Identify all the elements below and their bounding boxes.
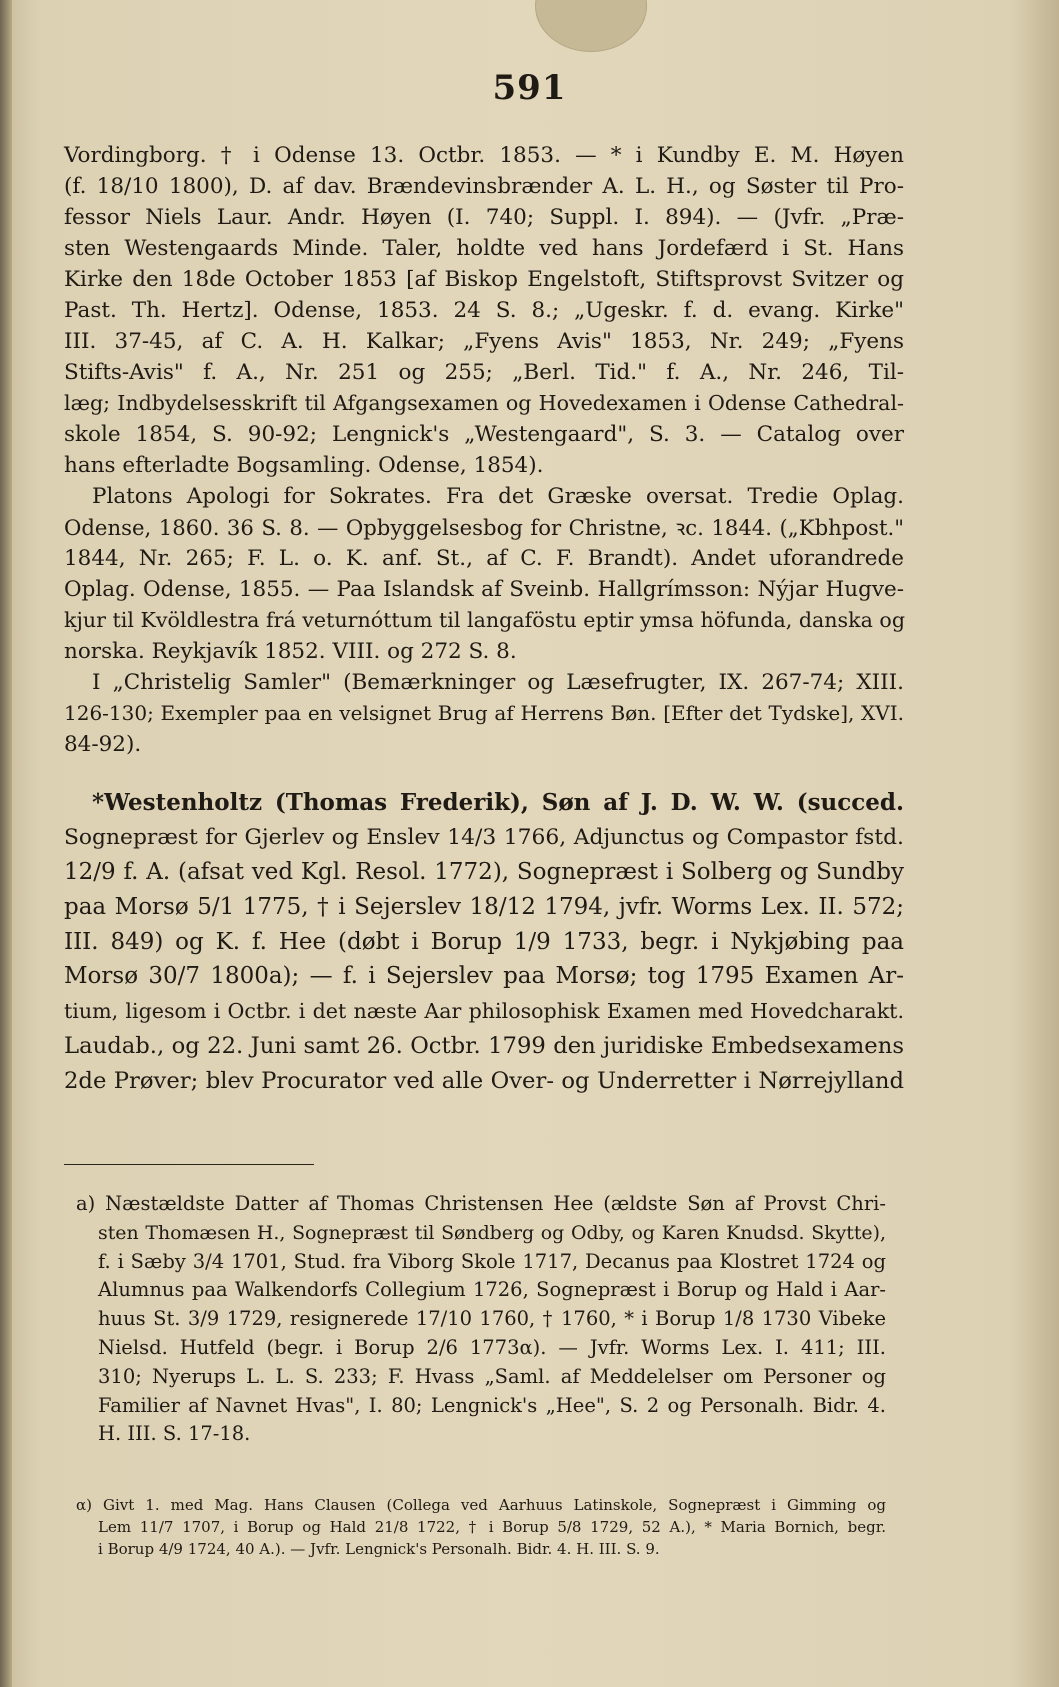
footnote-line: α) Givt 1. med Mag. Hans Clausen (Collega ved Aarhuus Latinskole, Sognepræst i Gimming og [76,1496,886,1514]
footnote-line: H. III. S. 17-18. [98,1422,251,1446]
text-line: 2de Prøver; blev Procurator ved alle Over- og Underretter i Nørrejylland [64,1067,904,1094]
text-line: kjur til Kvöldlestra frá veturnóttum til langaföstu eptir ymsa höfunda, danska og [64,608,906,632]
footnote-alpha [76,1494,886,1560]
text-line: tium, ligesom i Octbr. i det næste Aar philosophisk Examen med Hovedcharakt. [64,999,904,1024]
footnote-line: huus St. 3/9 1729, resignerede 17/10 1760, † 1760, * i Borup 1/8 1730 Vibeke [98,1307,886,1331]
text-line: 84-92). [64,732,142,757]
text-line: sten Westengaards Minde. Taler, holdte ved hans Jordefærd i St. Hans [64,236,904,261]
page-number: 591 [492,68,567,108]
text-line: Sognepræst for Gjerlev og Enslev 14/3 1766, Adjunctus og Compastor fstd. [64,824,904,850]
footnote-line: Familier af Navnet Hvas", I. 80; Lengnick's „Hee", S. 2 og Personalh. Bidr. 4. [98,1393,886,1417]
text-line: Stifts-Avis" f. A., Nr. 251 og 255; „Berl. Tid." f. A., Nr. 246, Til- [64,360,904,385]
text-line: 126-130; Exempler paa en velsignet Brug af Herrens Bøn. [Efter det Tydske], XVI. [64,701,904,725]
text-line: Odense, 1860. 36 S. 8. — Opbyggelsesbog for Christne, ꝛc. 1844. („Kbhpost." [64,515,904,540]
footnote-line: Nielsd. Hutfeld (begr. i Borup 2/6 1773α). — Jvfr. Worms Lex. I. 411; III. [98,1335,886,1359]
footnote-line: i Borup 4/9 1724, 40 A.). — Jvfr. Lengnick's Personalh. Bidr. 4. H. III. S. 9. [98,1540,660,1558]
entry-heading: *Westenholtz (Thomas Frederik), Søn af J. D. W. W. (succed. [92,789,904,816]
text-line: Past. Th. Hertz]. Odense, 1853. 24 S. 8.; „Ugeskr. f. d. evang. Kirke" [64,298,904,323]
text-line: hans efterladte Bogsamling. Odense, 1854). [64,453,544,478]
text-line: (f. 18/10 1800), D. af dav. Brændevinsbrænder A. L. H., og Søster til Pro- [64,174,904,199]
text-line: III. 849) og K. f. Hee (døbt i Borup 1/9 1733, begr. i Nykjøbing paa [64,928,904,955]
text-line: læg; Indbydelsesskrift til Afgangsexamen og Hovedexamen i Odense Cathedral- [64,391,904,415]
text-line: 12/9 f. A. (afsat ved Kgl. Resol. 1772), Sognepræst i Solberg og Sundby [64,859,904,886]
text-line: paa Morsø 5/1 1775, † i Sejerslev 18/12 1794, jvfr. Worms Lex. II. 572; [64,894,904,921]
text-line: norska. Reykjavík 1852. VIII. og 272 S. 8. [64,639,517,664]
text-line: 1844, Nr. 265; F. L. o. K. anf. St., af C. F. Brandt). Andet uforandrede [64,546,904,571]
text-body [64,140,904,1098]
text-line: Laudab., og 22. Juni samt 26. Octbr. 1799 den juridiske Embedsexamens [64,1032,904,1059]
footnote-line: sten Thomæsen H., Sognepræst til Søndberg og Odby, og Karen Knudsd. Skytte), [98,1221,886,1244]
entry-previous [64,140,904,760]
text-line: III. 37-45, af C. A. H. Kalkar; „Fyens Avis" 1853, Nr. 249; „Fyens [64,329,904,354]
text-line: Oplag. Odense, 1855. — Paa Islandsk af Sveinb. Hallgrímsson: Nýjar Hugve- [64,577,904,602]
text-line: fessor Niels Laur. Andr. Høyen (I. 740; Suppl. I. 894). — (Jvfr. „Præ- [64,205,904,230]
entry-westenholtz [64,786,904,1098]
footnote-divider [64,1164,314,1165]
text-line: skole 1854, S. 90-92; Lengnick's „Westengaard", S. 3. — Catalog over [64,422,904,447]
page-notch [535,0,647,52]
entry-gap [64,760,904,786]
footnote-a [76,1190,886,1449]
text-line: I „Christelig Samler" (Bemærkninger og Læsefrugter, IX. 267-74; XIII. [92,670,904,695]
text-line: Platons Apologi for Sokrates. Fra det Græske oversat. Tredie Oplag. [92,484,904,509]
footnote-line: a) Næstældste Datter af Thomas Christensen Hee (ældste Søn af Provst Chri- [76,1192,886,1215]
binding-shadow [0,0,12,1687]
text-line: Morsø 30/7 1800a); — f. i Sejerslev paa Morsø; tog 1795 Examen Ar- [64,963,904,990]
text-line: Kirke den 18de October 1853 [af Biskop Engelstoft, Stiftsprovst Svitzer og [64,267,904,292]
footnote-line: 310; Nyerups L. L. S. 233; F. Hvass „Saml. af Meddelelser om Personer og [98,1364,886,1388]
footnote-line: Alumnus paa Walkendorfs Collegium 1726, Sognepræst i Borup og Hald i Aar- [98,1278,886,1302]
footnote-line: f. i Sæby 3/4 1701, Stud. fra Viborg Skole 1717, Decanus paa Klostret 1724 og [98,1249,886,1273]
text-line: Vordingborg. † i Odense 13. Octbr. 1853. — * i Kundby E. M. Høyen [64,143,904,168]
footnote-line: Lem 11/7 1707, i Borup og Hald 21/8 1722, † i Borup 5/8 1729, 52 A.), * Maria Bornich, begr. [98,1518,886,1536]
